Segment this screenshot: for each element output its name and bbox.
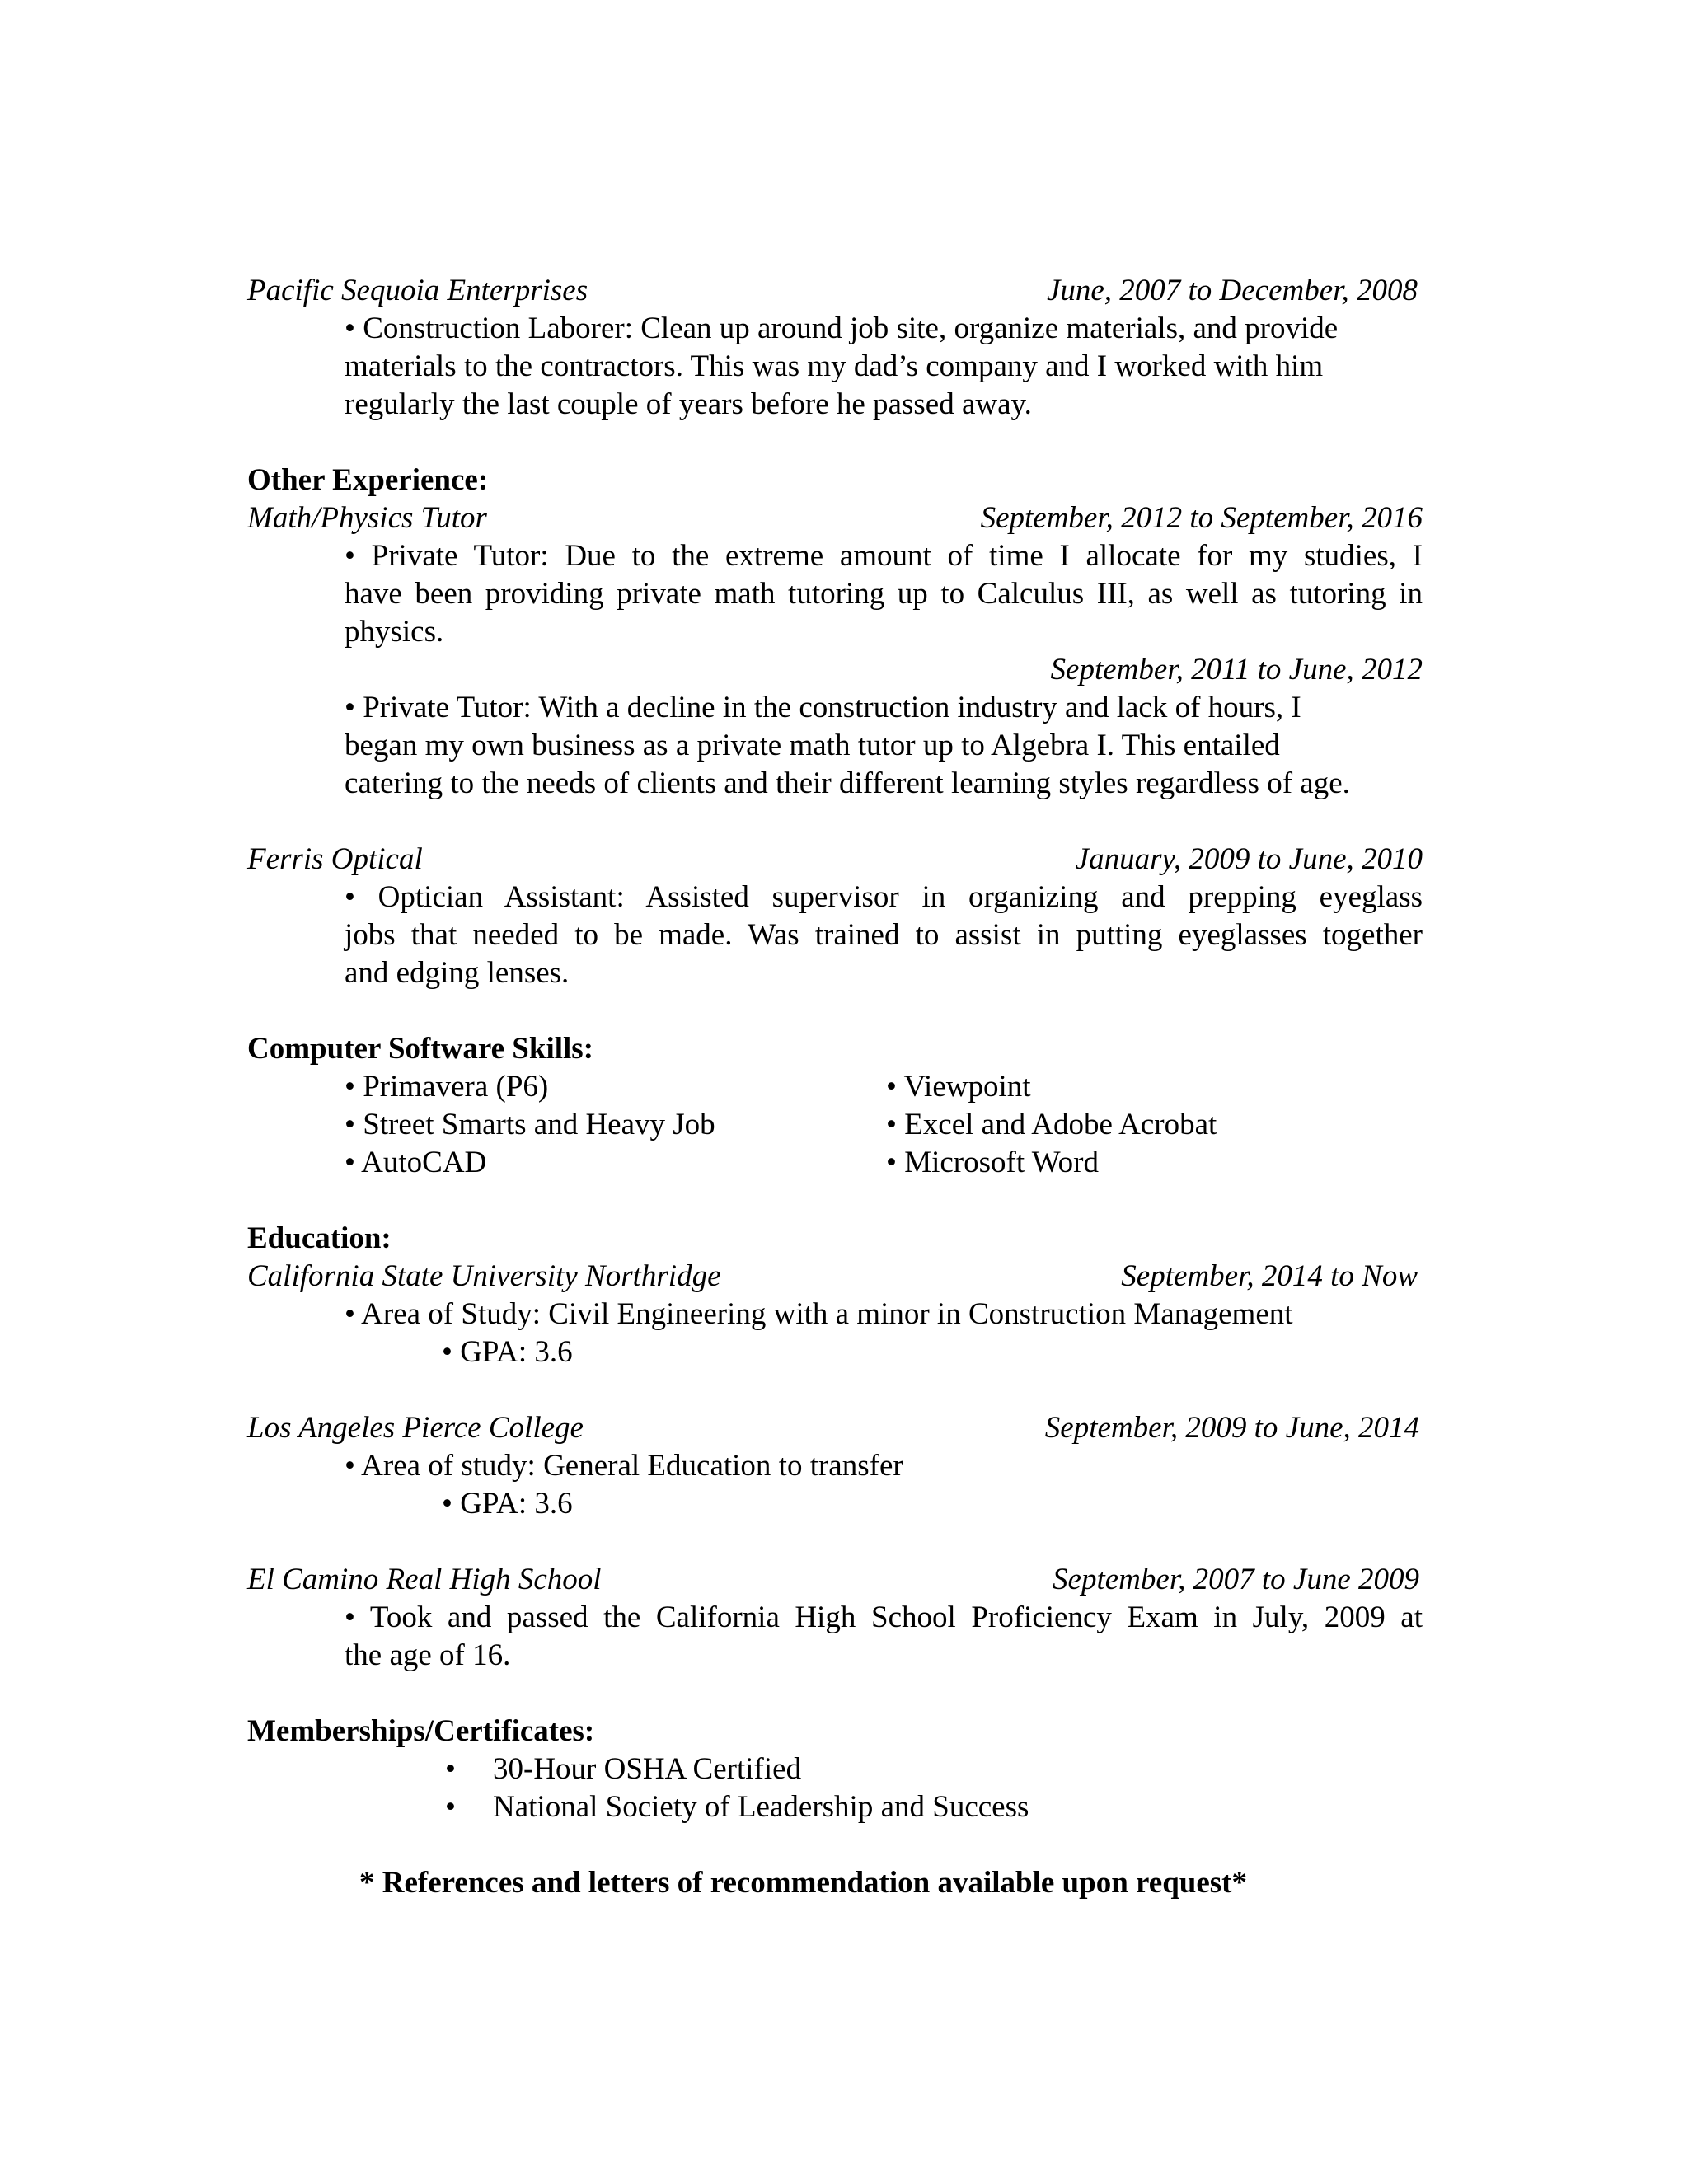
org-ferris-optical: Ferris Optical [247, 842, 423, 876]
dates-csun: September, 2014 to Now [1121, 1259, 1418, 1293]
pierce-gpa: • GPA: 3.6 [442, 1487, 573, 1521]
membership-item: National Society of Leadership and Success [493, 1790, 1029, 1824]
heading-memberships: Memberships/Certificates: [247, 1714, 595, 1748]
bullet-icon: • [445, 1752, 456, 1786]
org-pacific-sequoia: Pacific Sequoia Enterprises [247, 274, 588, 307]
pacific-line-1: • Construction Laborer: Clean up around job site, organize materials, and provide [345, 312, 1339, 345]
ferris-line-1: • Optician Assistant: Assisted supervisor in organizing and prepping eyeglass [345, 880, 1423, 914]
heading-software-skills: Computer Software Skills: [247, 1032, 594, 1066]
skill-item: • Primavera (P6) [345, 1070, 549, 1104]
membership-item: 30-Hour OSHA Certified [493, 1752, 802, 1786]
dates-pacific-sequoia: June, 2007 to December, 2008 [1046, 274, 1418, 307]
skill-item: • Excel and Adobe Acrobat [886, 1108, 1217, 1141]
tutor1-line-1: • Private Tutor: Due to the extreme amount of time I allocate for my studies, I [345, 539, 1423, 573]
references-note: * References and letters of recommendation available upon request* [359, 1866, 1247, 1900]
elcamino-line-2: the age of 16. [345, 1638, 511, 1672]
dates-el-camino: September, 2007 to June 2009 [1053, 1563, 1419, 1596]
pierce-study: • Area of study: General Education to transfer [345, 1449, 903, 1483]
csun-gpa: • GPA: 3.6 [442, 1335, 573, 1369]
ferris-line-2: jobs that needed to be made. Was trained to assist in putting eyeglasses together [345, 918, 1423, 952]
dates-ferris-optical: January, 2009 to June, 2010 [1075, 842, 1423, 876]
csun-study: • Area of Study: Civil Engineering with a minor in Construction Management [345, 1297, 1293, 1331]
heading-other-experience: Other Experience: [247, 463, 489, 497]
org-csun: California State University Northridge [247, 1259, 721, 1293]
pacific-line-3: regularly the last couple of years before he passed away. [345, 387, 1032, 421]
org-el-camino: El Camino Real High School [247, 1563, 602, 1596]
tutor2-line-1: • Private Tutor: With a decline in the construction industry and lack of hours, I [345, 691, 1301, 724]
elcamino-line-1: • Took and passed the California High School Proficiency Exam in July, 2009 at [345, 1601, 1423, 1634]
pacific-line-2: materials to the contractors. This was my dad’s company and I worked with him [345, 349, 1324, 383]
tutor2-line-3: catering to the needs of clients and their different learning styles regardless of age. [345, 766, 1350, 800]
skill-item: • Viewpoint [886, 1070, 1031, 1104]
tutor2-line-2: began my own business as a private math tutor up to Algebra I. This entailed [345, 729, 1280, 762]
skill-item: • Street Smarts and Heavy Job [345, 1108, 715, 1141]
skill-item: • AutoCAD [345, 1146, 487, 1179]
dates-pierce-college: September, 2009 to June, 2014 [1044, 1411, 1419, 1445]
tutor1-line-2: have been providing private math tutoring up to Calculus III, as well as tutoring in [345, 577, 1423, 611]
ferris-line-3: and edging lenses. [345, 956, 570, 990]
bullet-icon: • [445, 1790, 456, 1824]
skill-item: • Microsoft Word [886, 1146, 1099, 1179]
dates-tutor-1: September, 2012 to September, 2016 [980, 501, 1423, 535]
dates-tutor-2: September, 2011 to June, 2012 [1050, 653, 1423, 687]
heading-education: Education: [247, 1221, 392, 1255]
org-pierce-college: Los Angeles Pierce College [247, 1411, 584, 1445]
org-math-physics-tutor: Math/Physics Tutor [247, 501, 487, 535]
tutor1-line-3: physics. [345, 615, 444, 649]
